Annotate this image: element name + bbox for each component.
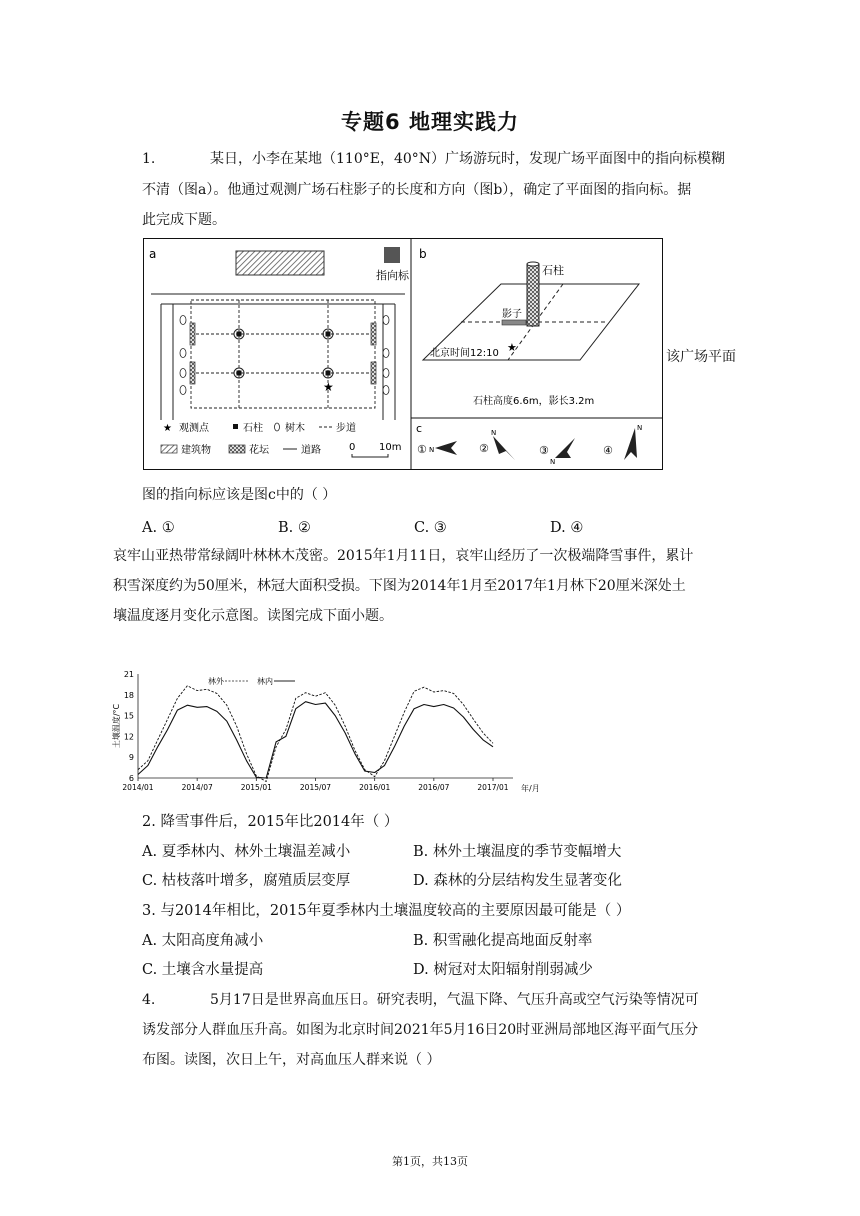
y-tick-label: 12 bbox=[123, 732, 134, 742]
page-title: 专题6 地理实践力 bbox=[341, 110, 519, 134]
q2-stem: 2. 降雪事件后，2015年比2014年（ ） bbox=[142, 814, 399, 830]
series-line-inner bbox=[138, 702, 493, 778]
panel-b-label: b bbox=[419, 247, 427, 261]
q1-option-d[interactable]: D. ④ bbox=[550, 520, 584, 536]
y-tick-label: 18 bbox=[123, 690, 134, 700]
q1-side-text: 该广场平面 bbox=[666, 349, 736, 365]
x-tick-label: 2016/07 bbox=[418, 783, 450, 792]
panel-c-label: c bbox=[416, 422, 423, 435]
page-footer: 第1页，共13页 bbox=[392, 1155, 468, 1168]
scale-value: 10m bbox=[379, 442, 402, 453]
q2-option-b[interactable]: B. 林外土壤温度的季节变幅增大 bbox=[413, 844, 622, 860]
y-tick-label: 15 bbox=[123, 711, 134, 721]
chart-ylabel: 土壤温度/°C bbox=[112, 703, 121, 749]
x-tick-label: 2017/01 bbox=[477, 783, 509, 792]
x-tick-label: 2014/01 bbox=[122, 783, 154, 792]
panel-a-label: a bbox=[149, 247, 157, 261]
svg-text:N: N bbox=[429, 446, 435, 454]
shadow bbox=[502, 320, 526, 325]
pointer-box bbox=[384, 247, 400, 263]
intro2-line2: 积雪深度约为50厘米，林冠大面积受损。下图为2014年1月至2017年1月林下20厘米深处土 bbox=[113, 578, 686, 594]
chart-legend bbox=[208, 676, 295, 686]
pillar bbox=[527, 264, 539, 326]
x-tick-label: 2016/01 bbox=[359, 783, 391, 792]
q4-line1: 5月17日是世界高血压日。研究表明，气温下降、气压升高或空气污染等情况可 bbox=[210, 992, 699, 1008]
q1-option-c[interactable]: C. ③ bbox=[414, 520, 447, 536]
q1-line4: 图的指向标应该是图c中的（ ） bbox=[142, 487, 337, 503]
panel-b-caption: 石柱高度6.6m，影长3.2m bbox=[473, 396, 595, 407]
q3-option-d[interactable]: D. 树冠对太阳辐射削弱减少 bbox=[413, 962, 593, 978]
q2-option-a[interactable]: A. 夏季林内、林外土壤温差减小 bbox=[142, 844, 351, 860]
q1-number: 1. bbox=[142, 151, 156, 167]
figure-1 bbox=[143, 238, 663, 470]
y-tick-label: 21 bbox=[123, 670, 134, 679]
pillar-label: 石柱 bbox=[542, 264, 564, 277]
q1-line1: 某日，小李在某地（110°E，40°N）广场游玩时，发现广场平面图中的指向标模糊 bbox=[210, 151, 726, 167]
svg-text:N: N bbox=[491, 429, 497, 437]
legend-flowerbed: 花坛 bbox=[249, 445, 269, 456]
intro2-line1: 哀牢山亚热带常绿阔叶林林木茂密。2015年1月11日，哀牢山经历了一次极端降雪事件，累计 bbox=[113, 548, 694, 564]
svg-text:N: N bbox=[550, 458, 556, 466]
x-tick-label: 2015/07 bbox=[299, 783, 332, 792]
q1-option-b[interactable]: B. ② bbox=[278, 520, 311, 536]
q1-line2: 不清（图a）。他通过观测广场石柱影子的长度和方向（图b），确定了平面图的指向标。据 bbox=[142, 182, 692, 198]
legend-walkway: 步道 bbox=[336, 423, 356, 434]
legend-road: 道路 bbox=[301, 445, 321, 456]
q4-line3: 布图。读图，次日上午，对高血压人群来说（ ） bbox=[142, 1052, 441, 1068]
pointer-label: 指向标 bbox=[376, 269, 409, 282]
y-tick-label: 6 bbox=[128, 774, 134, 783]
observation-star: ★ bbox=[323, 380, 334, 394]
scale-zero: 0 bbox=[349, 442, 356, 453]
north-letter: N bbox=[637, 424, 643, 432]
time-label: 北京时间12:10 bbox=[430, 348, 499, 359]
q2-option-c[interactable]: C. 枯枝落叶增多，腐殖质层变厚 bbox=[142, 873, 351, 889]
time-star: ★ bbox=[507, 341, 517, 354]
building bbox=[236, 251, 324, 275]
intro2-line3: 壤温度逐月变化示意图。读图完成下面小题。 bbox=[113, 608, 393, 624]
soil-temperature-chart bbox=[113, 664, 553, 802]
y-tick-label: 9 bbox=[128, 753, 134, 763]
q4-number: 4. bbox=[142, 992, 156, 1008]
series-line-outer bbox=[138, 686, 493, 782]
legend-series-outer: 林外 bbox=[208, 677, 224, 686]
q1-option-a[interactable]: A. ① bbox=[142, 520, 175, 536]
shadow-label: 影子 bbox=[502, 309, 522, 320]
option-4-label: ④ bbox=[603, 444, 613, 457]
q3-stem: 3. 与2014年相比，2015年夏季林内土壤温度较高的主要原因最可能是（ ） bbox=[142, 903, 631, 919]
q4-line2: 诱发部分人群血压升高。如图为北京时间2021年5月16日20时亚洲局部地区海平面气压分 bbox=[142, 1022, 699, 1038]
legend-building: 建筑物 bbox=[181, 445, 211, 456]
svg-text:★: ★ bbox=[163, 423, 172, 434]
legend-tree: 树木 bbox=[285, 423, 305, 434]
legend-observation: 观测点 bbox=[179, 423, 209, 434]
option-1-label: ① bbox=[417, 443, 427, 456]
option-2-label: ② bbox=[479, 442, 489, 455]
legend-series-inner: 林内 bbox=[257, 677, 273, 686]
legend-pillar: 石柱 bbox=[243, 423, 263, 434]
chart-xlabel: 年/月 bbox=[521, 784, 540, 793]
q2-option-d[interactable]: D. 森林的分层结构发生显著变化 bbox=[413, 873, 622, 889]
q3-option-a[interactable]: A. 太阳高度角减小 bbox=[142, 933, 264, 949]
x-tick-label: 2015/01 bbox=[240, 783, 272, 792]
q1-line3: 此完成下题。 bbox=[142, 212, 226, 228]
q3-option-c[interactable]: C. 土壤含水量提高 bbox=[142, 962, 264, 978]
x-tick-label: 2014/07 bbox=[181, 783, 213, 792]
option-3-label: ③ bbox=[539, 444, 549, 457]
q3-option-b[interactable]: B. 积雪融化提高地面反射率 bbox=[413, 933, 593, 949]
